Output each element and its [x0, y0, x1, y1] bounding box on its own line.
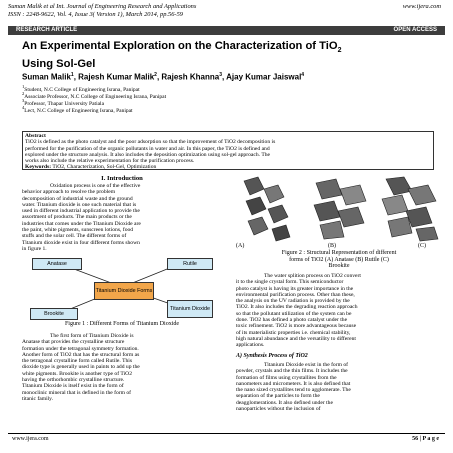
- forms-paragraph: [22, 333, 222, 402]
- page-number: 56 | P a g e: [412, 436, 439, 442]
- text-line: formation of films using crystallites from the: [236, 374, 337, 381]
- abstract-box: [22, 131, 434, 170]
- rutile-box: Rutile: [167, 258, 213, 270]
- text-line: done. TiO2 has defined a photo catalyst under the: [236, 317, 348, 324]
- header-url-link[interactable]: www.ijera.com: [402, 3, 441, 10]
- text-line: it to the single crystal form. This semiconductor: [236, 279, 344, 286]
- keywords: TiO2, Characterization, Sol-Gel, Optimization: [52, 164, 157, 171]
- crystal-structure-drawing: [236, 175, 442, 243]
- article-type-bar: [8, 26, 445, 35]
- anatase-structure: [244, 177, 290, 241]
- caption-line: forms of TiO2 (A) Anatase (B) Rutile (C): [289, 256, 389, 263]
- text-line: separation of the particles to form the: [236, 393, 320, 400]
- keywords-label: Keywords:: [25, 164, 52, 171]
- issn-line: ISSN : 2248-9622, Vol. 4, Issue 3( Version 1), March 2014, pp.56-59: [8, 11, 183, 18]
- text-line: white pigments. Brookite is another type of TiO2: [22, 370, 133, 377]
- text-line: titanic family.: [22, 395, 54, 402]
- text-line: deagglomerations. It also defined under the: [236, 399, 333, 406]
- text-line: TiO2. It also includes the degrading reaction approach: [236, 304, 358, 311]
- abstract-line: performed for the purification of the organic pollutants in water and air. In this paper, the TiO2 is defined and: [25, 145, 270, 152]
- author-name: Rajesh Kumar Malik: [78, 72, 155, 82]
- open-access-label: OPEN ACCESS: [393, 27, 437, 33]
- text-line: dioxide type is generally used in paints to add up the: [22, 364, 140, 371]
- text-line: in figure 1.: [22, 245, 47, 252]
- text-line: the analysis on the UV radiation is provided by the: [236, 298, 350, 305]
- abstract-line: works also include the relative experimentation for the purification process.: [25, 158, 195, 165]
- caption-line: Brookite: [328, 263, 350, 270]
- affiliation-text: Associate Professor, N.C College of Engineering Israna, Panipat: [24, 93, 167, 100]
- text-line: water. Titanium dioxide is one such material that is: [22, 201, 137, 208]
- octahedron-shape: [244, 177, 264, 195]
- footer-url-link[interactable]: www.ijera.com: [12, 436, 49, 442]
- titanium-dioxide-forms-box: Titanium Dioxide Forms: [94, 282, 154, 300]
- text-line: The water splition process on TiO2 convert: [264, 273, 361, 279]
- rutile-structure: [314, 179, 366, 239]
- author-mark: 1: [70, 72, 74, 78]
- octahedron-shape: [382, 195, 408, 215]
- text-line: Titanium Dioxide is itself exist in the form of: [22, 383, 124, 390]
- caption-line: Figure 2 : Structural Representation of different: [281, 250, 397, 256]
- octahedron-shape: [388, 217, 412, 237]
- author-name: Rajesh Khanna: [161, 72, 220, 82]
- affiliation-text: Student, N.C College of Engineering Israna, Panipat: [24, 86, 140, 93]
- brookite-box: Brookite: [30, 308, 78, 320]
- text-line: Oxidation process is one of the effective: [50, 183, 141, 189]
- octahedron-shape: [320, 221, 344, 239]
- octahedron-shape: [246, 197, 266, 215]
- author-name: Ajay Kumar Jaiswal: [226, 72, 302, 82]
- author-mark: 4: [301, 72, 305, 78]
- abstract-line: TiO2 is defined as the photo catalyst and the poor adsorption so that the improvement of TiO2 decomposition is: [25, 139, 276, 146]
- octahedron-shape: [248, 217, 268, 235]
- text-line: stuffs and the solar cell. The different forms of: [22, 233, 127, 240]
- affiliation-mark: 3: [22, 98, 25, 103]
- text-line: high natural abundance and the versatility to different: [236, 335, 356, 342]
- text-line: behavior approach to resolve the problem: [22, 189, 116, 196]
- octahedron-shape: [408, 185, 436, 205]
- octahedron-shape: [416, 227, 438, 241]
- section-heading-introduction: I. Introduction: [101, 175, 143, 182]
- affiliation-mark: 1: [22, 84, 25, 89]
- title-subscript: 2: [337, 47, 342, 55]
- text-line: powder, crystals and the thin films. It includes the: [236, 368, 348, 375]
- octahedron-shape: [386, 177, 412, 195]
- water-splitting-paragraph: [236, 273, 442, 349]
- text-line: having the orthorhombic crystalline structure.: [22, 377, 125, 384]
- text-line: Anatase that provides the crystalline structure: [22, 339, 125, 346]
- anatase-box: Anatase: [32, 258, 82, 270]
- text-line: the paint, white pigments, sunscreen lotions, food: [22, 227, 134, 234]
- text-line: used in different industrial application to provide the: [22, 208, 140, 215]
- text-line: formation under the tetragonal symmetry formation.: [22, 345, 139, 352]
- figure-1-diagram: [22, 256, 222, 320]
- abstract-label: Abstract: [25, 133, 46, 139]
- figure-2-label-a: (A): [236, 243, 245, 249]
- author-list: Suman Malik$^1$, Rajesh Kumar Malik$^2$, Rajesh Khanna$^3$, Ajay Kumar Jaiswal$^4$: [22, 72, 305, 82]
- text-line: monoclinic mineral that is defined in the form of: [22, 389, 132, 396]
- octahedron-shape: [268, 205, 288, 223]
- title-line-1: An Experimental Exploration on the Characterization of TiO: [22, 40, 338, 52]
- octahedron-shape: [340, 185, 366, 205]
- text-line: of its materialistic properties i.e. chemical stability,: [236, 329, 351, 336]
- journal-header: Suman Malik et al Int. Journal of Engineering Research and Applications: [8, 3, 197, 10]
- text-line: The first form of Titanium Dioxide is: [50, 333, 134, 339]
- footer-divider: [8, 433, 445, 434]
- octahedron-shape: [264, 185, 284, 203]
- text-line: Titanium Dioxide exist in the form of: [264, 362, 349, 368]
- text-line: applications.: [236, 342, 265, 349]
- text-line: Titanium dioxide exist in four different forms shown: [22, 239, 140, 246]
- affiliation-text: Professor, Thapar University Patiala: [24, 100, 105, 107]
- affiliation-mark: 4: [22, 105, 25, 110]
- text-line: toxic refinement. TiO2 is more advantageous because: [236, 323, 357, 330]
- text-line: nanoparticles without the inclusion of: [236, 406, 321, 413]
- octahedron-shape: [316, 179, 342, 199]
- text-line: nanometers and micrometers. It is also defined that: [236, 380, 351, 387]
- octahedron-shape: [314, 201, 340, 221]
- text-line: the tetragonal crystalline form called Rutile. This: [22, 358, 133, 365]
- text-line: assortment of products. The main products or the: [22, 214, 132, 221]
- subsection-heading-synthesis: A) Synthesis Process of TiO2: [236, 353, 308, 359]
- text-line: the nano sized crystallites tend to agglomerate. The: [236, 387, 351, 394]
- octahedron-shape: [272, 225, 290, 241]
- author-mark: 3: [219, 72, 222, 78]
- text-line: environmental purification process. Other than these,: [236, 291, 355, 298]
- figure-2-label-b: (B): [328, 243, 336, 249]
- affiliation-text: Lect, N.C College of Engineering Israna, Panipat: [24, 107, 133, 114]
- introduction-text: [22, 183, 222, 252]
- text-line: Another form of TiO2 that has the structural form as: [22, 351, 140, 358]
- figure-2-label-c: (C): [418, 243, 426, 249]
- text-line: so that the pollutant utilization of the system can be: [236, 310, 352, 317]
- author-name: Suman Malik: [22, 72, 71, 82]
- octahedron-shape: [338, 207, 364, 227]
- author-mark: 2: [154, 72, 157, 78]
- text-line: photo catalyst is having its greater importance in the: [236, 285, 354, 292]
- abstract-line: explored under the structure analysis. It also includes the deposition optimization using sol-gel approach. The: [25, 151, 271, 158]
- titanium-dioxide-box: Titanium Dioxide: [167, 300, 213, 318]
- synthesis-paragraph: [236, 362, 442, 412]
- figure-1-caption: Figure 1 : Different Forms of Titanium Dioxide: [64, 321, 180, 327]
- figure-2-structures: [236, 175, 442, 243]
- text-line: industries that comes under the Titanium Dioxide are: [22, 220, 141, 227]
- affiliation-mark: 2: [22, 91, 25, 96]
- text-line: decomposition of industrial waste and the ground: [22, 195, 133, 202]
- research-article-label: RESEARCH ARTICLE: [16, 27, 78, 33]
- title-line-2: Using Sol-Gel: [22, 57, 96, 70]
- figure-2-caption: [236, 250, 442, 270]
- paper-title: [22, 40, 442, 70]
- brookite-structure: [382, 177, 438, 241]
- affiliation: [22, 105, 133, 114]
